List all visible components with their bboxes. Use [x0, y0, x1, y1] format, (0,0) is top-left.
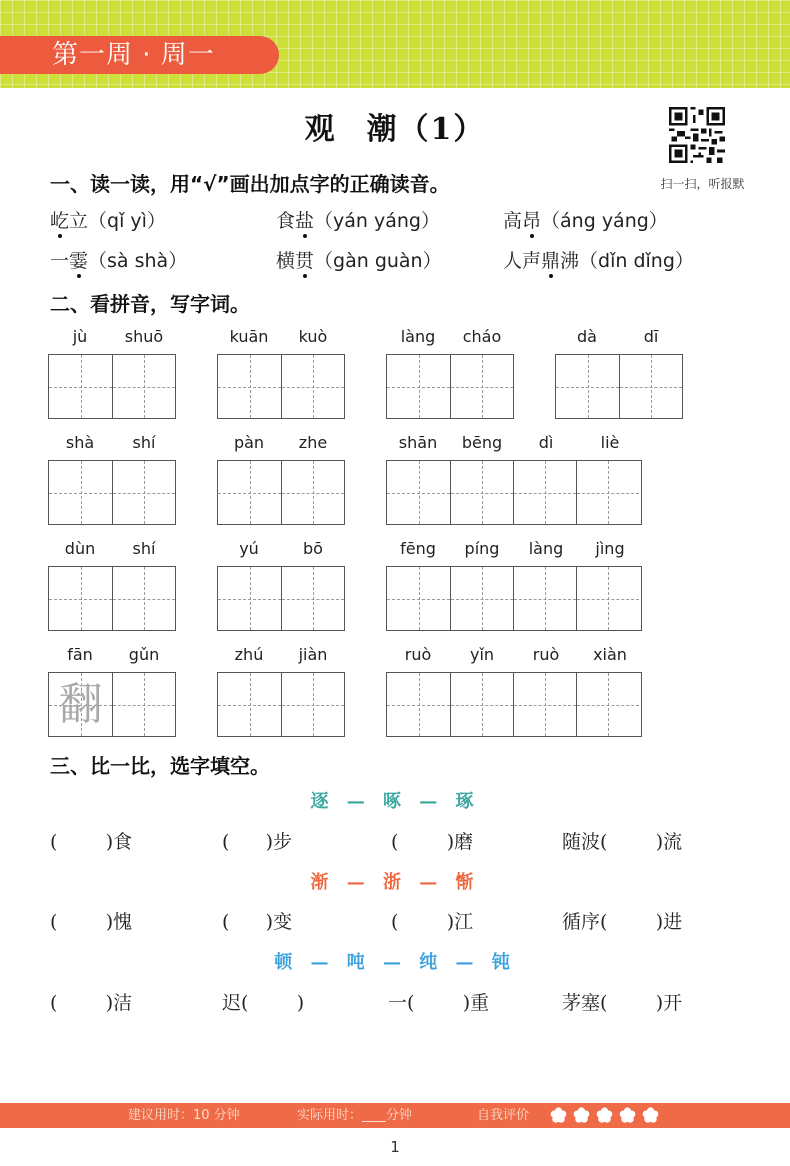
- qr-caption: 扫一扫，听报默: [660, 177, 745, 191]
- fill-blank[interactable]: 循序( )进: [562, 911, 683, 933]
- writing-cell[interactable]: [218, 673, 281, 736]
- fill-blank[interactable]: ( )变: [222, 911, 293, 933]
- pinyin-label: jù: [72, 327, 88, 346]
- writing-cell[interactable]: [513, 673, 576, 736]
- footer-band: [0, 1103, 790, 1128]
- writing-group: [386, 538, 642, 631]
- fill-blank[interactable]: ( )江: [391, 911, 474, 933]
- fill-blank[interactable]: ( )愧: [50, 911, 133, 933]
- writing-group: [386, 432, 642, 525]
- flower-star-icon[interactable]: [642, 1107, 659, 1124]
- pinyin-label: fēng: [400, 539, 436, 558]
- writing-group: [555, 326, 683, 419]
- writing-group: [386, 644, 642, 737]
- dotted-char: 鼎: [541, 246, 560, 273]
- pinyin-label: gǔn: [128, 645, 160, 664]
- dotted-char: 昂: [522, 206, 541, 233]
- suggested-time: 建议用时：10 分钟: [128, 1108, 240, 1123]
- writing-cell[interactable]: [49, 461, 112, 524]
- writing-cell[interactable]: [49, 567, 112, 630]
- writing-group: [48, 432, 176, 525]
- reading-item: 一霎（sà shà）: [50, 246, 187, 273]
- fill-row: [50, 907, 750, 937]
- fill-blank[interactable]: ( )步: [222, 831, 293, 853]
- pinyin-label: bēng: [461, 433, 503, 452]
- writing-cell[interactable]: [576, 461, 639, 524]
- pinyin-label: ruò: [532, 645, 560, 664]
- writing-cell[interactable]: [49, 673, 112, 736]
- writing-cell[interactable]: [387, 673, 450, 736]
- writing-cell[interactable]: [513, 567, 576, 630]
- writing-cell[interactable]: [576, 567, 639, 630]
- fill-blank[interactable]: ( )食: [50, 831, 133, 853]
- compare-set-title: 逐 — 啄 — 琢: [310, 791, 480, 812]
- fill-blank[interactable]: 一( )重: [388, 992, 490, 1014]
- section-3-heading: 三、比一比，选字填空。: [50, 754, 270, 778]
- flower-star-icon[interactable]: [550, 1107, 567, 1124]
- pinyin-label: dà: [577, 327, 597, 346]
- writing-cell[interactable]: [387, 567, 450, 630]
- self-eval-stars[interactable]: [550, 1107, 659, 1124]
- writing-cell[interactable]: [576, 673, 639, 736]
- writing-cell[interactable]: [281, 461, 344, 524]
- writing-group: [217, 538, 345, 631]
- writing-cell[interactable]: [281, 673, 344, 736]
- qr-code-icon[interactable]: [669, 107, 725, 163]
- writing-cell[interactable]: [450, 461, 513, 524]
- writing-cell[interactable]: [112, 673, 175, 736]
- week-day-tab: 第一周 · 周一: [0, 36, 279, 74]
- writing-group: [217, 326, 345, 419]
- fill-row: [50, 827, 750, 857]
- writing-cell[interactable]: [450, 673, 513, 736]
- writing-cell[interactable]: [218, 461, 281, 524]
- page-number: 1: [390, 1138, 400, 1156]
- writing-cell[interactable]: [281, 355, 344, 418]
- pinyin-label: kuò: [298, 327, 328, 346]
- pinyin-label: yú: [239, 539, 259, 558]
- pinyin-label: zhú: [234, 645, 264, 664]
- reading-item: 横贯（gàn guàn）: [276, 246, 442, 273]
- pinyin-label: dùn: [64, 539, 96, 558]
- writing-cell[interactable]: [218, 567, 281, 630]
- pinyin-label: kuān: [229, 327, 269, 346]
- pinyin-label: zhe: [298, 433, 328, 452]
- section-1-heading: 一、读一读，用“√”画出加点字的正确读音。: [50, 172, 450, 196]
- pinyin-label: ruò: [404, 645, 432, 664]
- writing-cell[interactable]: [450, 355, 513, 418]
- pinyin-label: jiàn: [298, 645, 328, 664]
- pinyin-label: xiàn: [593, 645, 627, 664]
- writing-cell[interactable]: [387, 461, 450, 524]
- pinyin-label: làng: [400, 327, 436, 346]
- writing-group: [48, 326, 176, 419]
- writing-cell[interactable]: [112, 355, 175, 418]
- reading-item: 食盐（yán yáng）: [276, 206, 440, 233]
- writing-cell[interactable]: [450, 567, 513, 630]
- writing-cell[interactable]: [513, 461, 576, 524]
- pinyin-label: cháo: [462, 327, 502, 346]
- compare-set-title: 顿 — 吨 — 纯 — 钝: [274, 952, 516, 973]
- pinyin-label: shān: [398, 433, 438, 452]
- fill-blank[interactable]: 随波( )流: [562, 831, 683, 853]
- reading-item: 人声鼎沸（dǐn dǐng）: [503, 246, 694, 273]
- actual-time[interactable]: 实际用时： 分钟: [297, 1108, 413, 1123]
- title-part-1: 观: [304, 112, 337, 147]
- pinyin-label: dì: [538, 433, 554, 452]
- compare-set-title: 渐 — 浙 — 惭: [310, 872, 480, 893]
- pinyin-label: shuō: [124, 327, 164, 346]
- writing-cell[interactable]: [112, 567, 175, 630]
- dotted-char: 贯: [295, 246, 314, 273]
- pinyin-label: jìng: [595, 539, 625, 558]
- pinyin-label: píng: [464, 539, 500, 558]
- writing-cell[interactable]: [49, 355, 112, 418]
- pinyin-label: shí: [132, 433, 156, 452]
- writing-cell[interactable]: [281, 567, 344, 630]
- writing-cell[interactable]: [218, 355, 281, 418]
- pinyin-label: shí: [132, 539, 156, 558]
- pinyin-label: shà: [65, 433, 95, 452]
- writing-cell[interactable]: [556, 355, 619, 418]
- reading-item: 屹立（qǐ yì）: [50, 206, 166, 233]
- self-eval-label: 自我评价: [477, 1108, 530, 1123]
- pinyin-label: fān: [67, 645, 93, 664]
- pinyin-label: làng: [528, 539, 564, 558]
- fill-row: [50, 988, 750, 1018]
- writing-group: [217, 644, 345, 737]
- example-character: 翻: [58, 679, 103, 730]
- pinyin-label: pàn: [233, 433, 265, 452]
- dotted-char: 霎: [69, 246, 88, 273]
- pinyin-label: yǐn: [469, 645, 495, 664]
- actual-time-blank: [362, 1109, 386, 1122]
- fill-blank[interactable]: ( )洁: [50, 992, 133, 1014]
- title-part-2: 潮（1）: [366, 112, 486, 147]
- pinyin-label: dī: [643, 327, 659, 346]
- fill-blank[interactable]: 迟( ): [222, 992, 305, 1014]
- writing-group: [217, 432, 345, 525]
- section-2-heading: 二、看拼音，写字词。: [50, 292, 250, 316]
- flower-star-icon[interactable]: [619, 1107, 636, 1124]
- reading-item: 高昂（áng yáng）: [503, 206, 668, 233]
- flower-star-icon[interactable]: [596, 1107, 613, 1124]
- flower-star-icon[interactable]: [573, 1107, 590, 1124]
- fill-blank[interactable]: ( )磨: [391, 831, 474, 853]
- writing-group: [48, 644, 176, 737]
- writing-cell[interactable]: [387, 355, 450, 418]
- writing-cell[interactable]: [112, 461, 175, 524]
- pinyin-label: bō: [303, 539, 323, 558]
- dotted-char: 屹: [50, 206, 69, 233]
- dotted-char: 盐: [295, 206, 314, 233]
- writing-cell[interactable]: [619, 355, 682, 418]
- fill-blank[interactable]: 茅塞( )开: [562, 992, 683, 1014]
- pinyin-label: liè: [600, 433, 620, 452]
- writing-group: [386, 326, 514, 419]
- writing-group: [48, 538, 176, 631]
